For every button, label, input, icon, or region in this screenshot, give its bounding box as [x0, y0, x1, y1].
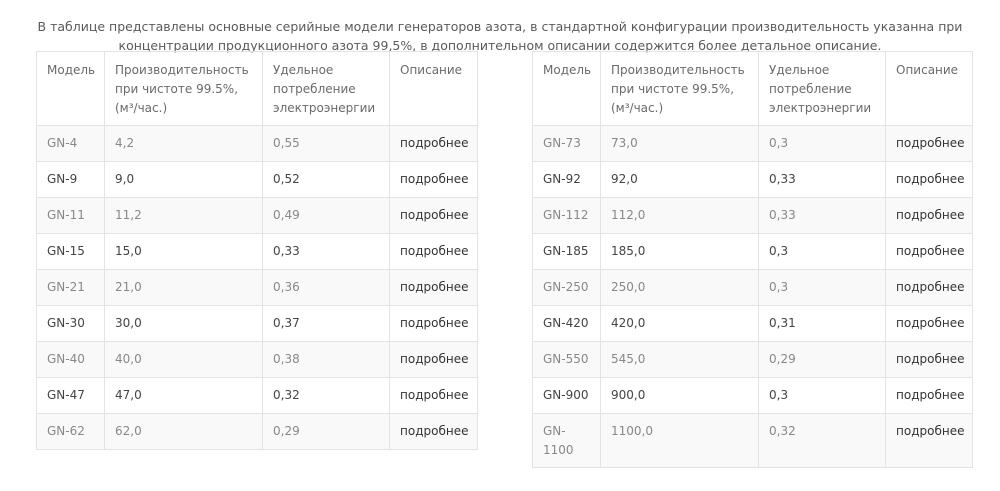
table-row: [533, 126, 973, 162]
table-header-row: [533, 52, 973, 126]
intro-text: В таблице представлены основные серийные модели генераторов азота, в стандартной конфигурации производительность указанна при концентрации продукционного азота 99,5%, в дополнительном описании содержится более детальное описание.: [37, 18, 963, 53]
more-link[interactable]: подробнее: [390, 162, 478, 198]
more-link[interactable]: подробнее: [390, 378, 478, 414]
model-cell: GN-185: [533, 234, 601, 270]
model-cell: GN-92: [533, 162, 601, 198]
more-link[interactable]: подробнее: [390, 234, 478, 270]
power-cell: 0,29: [759, 342, 886, 378]
table-row: [533, 342, 973, 378]
capacity-cell: 21,0: [105, 270, 263, 306]
more-link[interactable]: подробнее: [886, 306, 973, 342]
power-cell: 0,3: [759, 126, 886, 162]
table-row: [533, 234, 973, 270]
model-cell: GN-1100: [533, 414, 601, 468]
more-link[interactable]: подробнее: [390, 414, 478, 450]
header-capacity: Производительность при чистоте 99.5%, (м³/час.): [601, 52, 759, 126]
model-cell: GN-112: [533, 198, 601, 234]
model-cell: GN-11: [37, 198, 105, 234]
capacity-cell: 47,0: [105, 378, 263, 414]
capacity-cell: 15,0: [105, 234, 263, 270]
capacity-cell: 1100,0: [601, 414, 759, 468]
table-row: [37, 414, 478, 450]
header-power: Удельное потребление электроэнергии: [759, 52, 886, 126]
table-row: [37, 126, 478, 162]
capacity-cell: 73,0: [601, 126, 759, 162]
table-row: [533, 198, 973, 234]
more-link[interactable]: подробнее: [886, 414, 973, 468]
capacity-cell: 420,0: [601, 306, 759, 342]
model-cell: GN-30: [37, 306, 105, 342]
table-row: [533, 162, 973, 198]
power-cell: 0,29: [263, 414, 390, 450]
table-row: [533, 270, 973, 306]
table-row: [37, 162, 478, 198]
model-cell: GN-15: [37, 234, 105, 270]
model-cell: GN-250: [533, 270, 601, 306]
table-row: [533, 378, 973, 414]
header-model: Модель: [37, 52, 105, 126]
capacity-cell: 9,0: [105, 162, 263, 198]
power-cell: 0,33: [759, 198, 886, 234]
more-link[interactable]: подробнее: [886, 234, 973, 270]
model-cell: GN-420: [533, 306, 601, 342]
model-cell: GN-40: [37, 342, 105, 378]
more-link[interactable]: подробнее: [390, 270, 478, 306]
power-cell: 0,31: [759, 306, 886, 342]
capacity-cell: 112,0: [601, 198, 759, 234]
power-cell: 0,3: [759, 234, 886, 270]
power-cell: 0,33: [263, 234, 390, 270]
more-link[interactable]: подробнее: [886, 270, 973, 306]
power-cell: 0,33: [759, 162, 886, 198]
capacity-cell: 92,0: [601, 162, 759, 198]
model-cell: GN-62: [37, 414, 105, 450]
model-cell: GN-9: [37, 162, 105, 198]
more-link[interactable]: подробнее: [390, 342, 478, 378]
power-cell: 0,55: [263, 126, 390, 162]
table-row: [37, 234, 478, 270]
power-cell: 0,3: [759, 378, 886, 414]
table-row: [37, 270, 478, 306]
models-table-right: [532, 51, 973, 468]
more-link[interactable]: подробнее: [390, 198, 478, 234]
header-power: Удельное потребление электроэнергии: [263, 52, 390, 126]
more-link[interactable]: подробнее: [390, 126, 478, 162]
more-link[interactable]: подробнее: [390, 306, 478, 342]
capacity-cell: 30,0: [105, 306, 263, 342]
more-link[interactable]: подробнее: [886, 126, 973, 162]
model-cell: GN-73: [533, 126, 601, 162]
model-cell: GN-21: [37, 270, 105, 306]
capacity-cell: 250,0: [601, 270, 759, 306]
more-link[interactable]: подробнее: [886, 378, 973, 414]
header-capacity: Производительность при чистоте 99.5%, (м³/час.): [105, 52, 263, 126]
table-row: [533, 414, 973, 468]
capacity-cell: 40,0: [105, 342, 263, 378]
model-cell: GN-550: [533, 342, 601, 378]
more-link[interactable]: подробнее: [886, 342, 973, 378]
header-model: Модель: [533, 52, 601, 126]
model-cell: GN-4: [37, 126, 105, 162]
table-row: [37, 342, 478, 378]
power-cell: 0,36: [263, 270, 390, 306]
power-cell: 0,52: [263, 162, 390, 198]
more-link[interactable]: подробнее: [886, 162, 973, 198]
model-cell: GN-900: [533, 378, 601, 414]
power-cell: 0,37: [263, 306, 390, 342]
table-row: [533, 306, 973, 342]
table-row: [37, 378, 478, 414]
table-header-row: [37, 52, 478, 126]
capacity-cell: 185,0: [601, 234, 759, 270]
model-cell: GN-47: [37, 378, 105, 414]
header-description: Описание: [886, 52, 973, 126]
capacity-cell: 4,2: [105, 126, 263, 162]
power-cell: 0,49: [263, 198, 390, 234]
power-cell: 0,32: [759, 414, 886, 468]
more-link[interactable]: подробнее: [886, 198, 973, 234]
capacity-cell: 900,0: [601, 378, 759, 414]
capacity-cell: 11,2: [105, 198, 263, 234]
power-cell: 0,38: [263, 342, 390, 378]
capacity-cell: 62,0: [105, 414, 263, 450]
models-table-left: [36, 51, 478, 450]
power-cell: 0,32: [263, 378, 390, 414]
header-description: Описание: [390, 52, 478, 126]
table-row: [37, 306, 478, 342]
power-cell: 0,3: [759, 270, 886, 306]
table-row: [37, 198, 478, 234]
capacity-cell: 545,0: [601, 342, 759, 378]
